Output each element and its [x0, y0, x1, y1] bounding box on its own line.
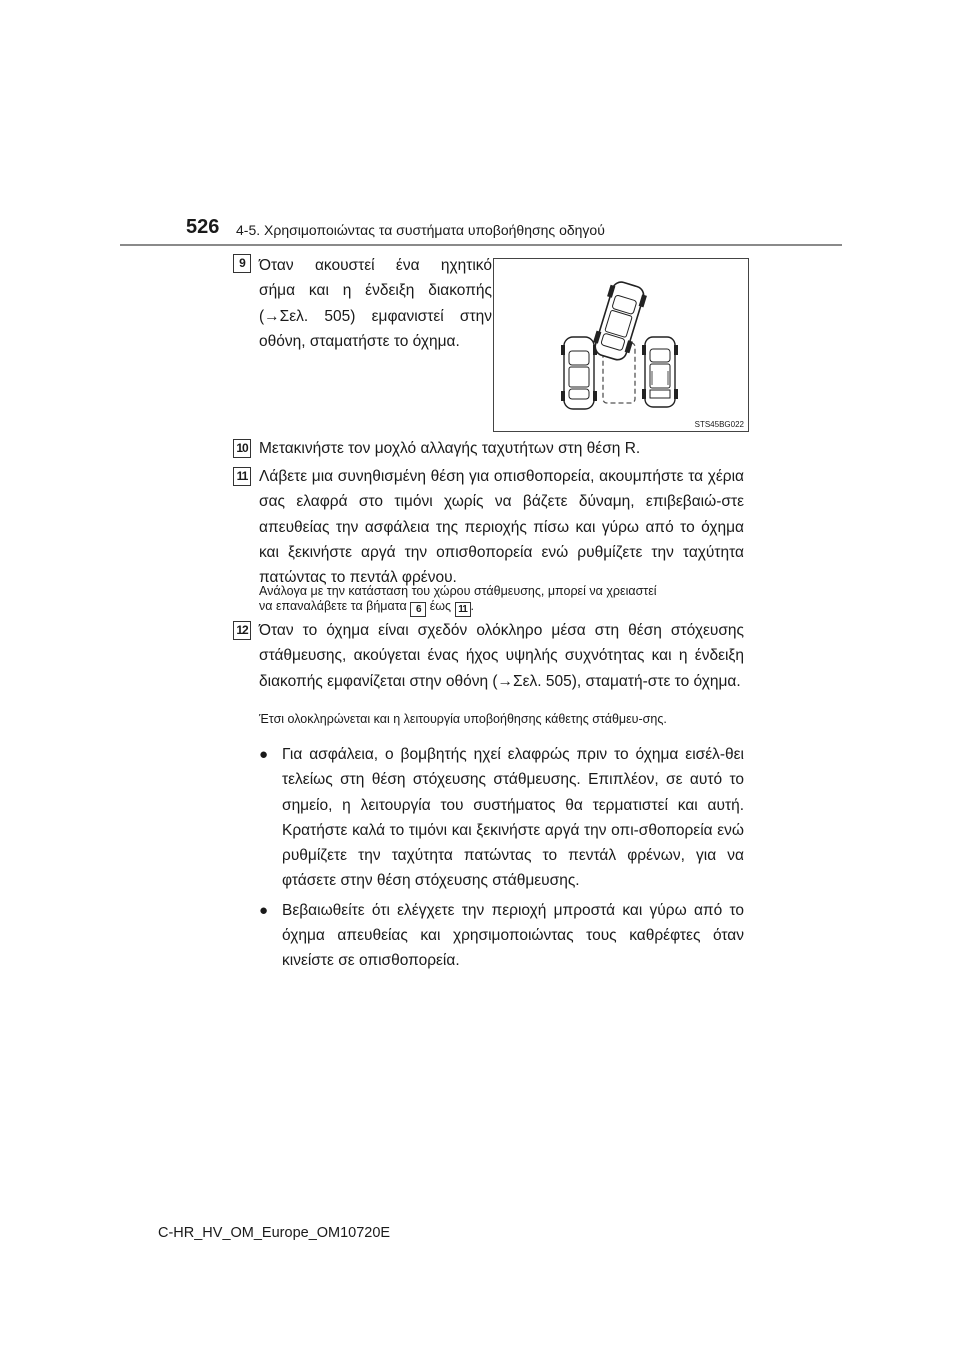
- left-parked-car-icon: [561, 337, 597, 409]
- step-9-line: σήμα και η ένδειξη διακοπής: [259, 282, 492, 300]
- step-9-line: Όταν ακουστεί ένα ηχητικό: [259, 257, 492, 274]
- section-title: 4-5. Χρησιμοποιώντας τα συστήματα υποβοήθησης οδηγού: [236, 222, 605, 238]
- note-line-refs: [259, 599, 744, 617]
- step-10-text: Μετακινήστε τον μοχλό αλλαγής ταχυτήτων στη θέση R.: [259, 440, 641, 457]
- parking-diagram-svg: [494, 259, 748, 431]
- note-prefix: να επαναλάβετε τα βήματα: [259, 599, 407, 613]
- step-ref-11: 11: [455, 602, 471, 617]
- note-suffix: .: [470, 599, 475, 613]
- step-9-line: οθόνη, σταματήστε το όχημα.: [259, 332, 460, 350]
- figure-code: STS45BG022: [694, 420, 744, 429]
- step-11-text: Λάβετε μια συνηθισμένη θέση για οπισθοπορεία, ακουμπήστε τα χέρια σας ελαφρά στο τιμόνι χωρίς να βάζετε δύναμη, επιβεβαιώ-στε απευθείας την ασφάλεια της περιοχής πίσω και γύρω από το όχημα και ξεκινήστε αργά την οπισθοπορεία ενώ ρυθμίζετε την ταχύτητα πατώντας το πεντάλ φρένου.: [259, 468, 744, 587]
- reversing-car-icon: [590, 279, 649, 363]
- bullet-dot-icon: ●: [259, 901, 269, 919]
- bullet-dot-icon: ●: [259, 746, 269, 763]
- step-9-text: [259, 253, 492, 354]
- step-badge-12: 12: [233, 621, 251, 640]
- step-9-line: (→Σελ. 505) εμφανιστεί στην: [259, 307, 492, 325]
- right-parked-car-icon: [642, 337, 678, 407]
- step-12-text: Όταν το όχημα είναι σχεδόν ολόκληρο μέσα στη θέση στόχευσης στάθμευσης, ακούγεται ένας ήχος υψηλής συχνότητας και η ένδειξη διακοπής εμφανίζεται στην οθόνη (→Σελ. 505), σταματή-στε το όχημα.: [259, 622, 744, 690]
- step-12-note: Έτσι ολοκληρώνεται και η λειτουργία υποβοήθησης κάθετης στάθμευ-σης.: [259, 712, 667, 726]
- bullet-text: Για ασφάλεια, ο βομβητής ηχεί ελαφρώς πριν το όχημα εισέλ-θει τελείως στη θέση στόχευσης στάθμευσης. Επιπλέον, σε αυτό το σημείο, η λειτουργία του συστήματος θα τερματιστεί και αυτή. Κρατήστε καλά το τιμόνι και ξεκινήστε αργά την οπι-σθοπορεία ενώ ρυθμίζετε την ταχύτητα πατώντας το πεντάλ φρένων, για να φτάσετε στην θέση στόχευσης στάθμευσης.: [282, 746, 744, 890]
- note-middle: έως: [429, 599, 452, 613]
- step-badge-11: 11: [233, 467, 251, 486]
- step-badge-10: 10: [233, 439, 251, 458]
- document-code: C-HR_HV_OM_Europe_OM10720E: [158, 1225, 391, 1241]
- step-badge-9: 9: [233, 254, 251, 273]
- step-11-note: [259, 584, 744, 617]
- header-divider: [120, 244, 842, 246]
- step-ref-6: 6: [410, 602, 426, 617]
- page-number: 526: [186, 216, 220, 238]
- bullet-item: [259, 898, 744, 974]
- parking-illustration: [493, 258, 749, 432]
- bullet-item: [259, 742, 744, 894]
- step-12-bullets: [259, 742, 744, 974]
- bullet-text: Βεβαιωθείτε ότι ελέγχετε την περιοχή μπροστά και γύρω από το όχημα απευθείας και χρησιμοποιώντας τους καθρέφτες όταν κινείστε σε οπισθοπορεία.: [282, 901, 744, 970]
- note-line: Ανάλογα με την κατάσταση του χώρου στάθμευσης, μπορεί να χρειαστεί: [259, 584, 657, 598]
